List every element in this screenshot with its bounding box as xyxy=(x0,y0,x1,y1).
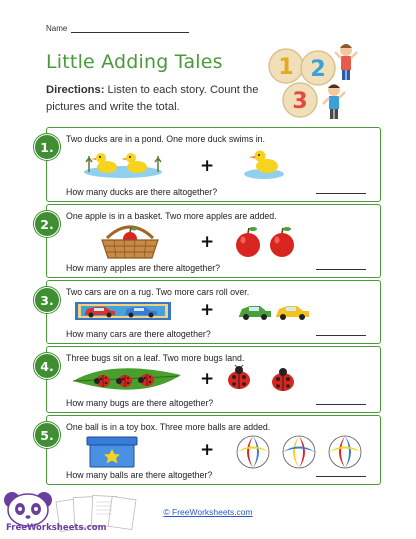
directions xyxy=(46,82,278,116)
page-title: Little Adding Tales xyxy=(46,51,223,73)
question-text: How many cars are there altogether? xyxy=(66,329,211,339)
answer-blank[interactable] xyxy=(316,269,366,270)
story-text: Two cars are on a rug. Two more cars roll over. xyxy=(66,287,250,297)
beach-ball-icon xyxy=(329,436,361,468)
problem-number: 3. xyxy=(34,287,60,313)
problem-3 xyxy=(40,280,381,344)
ladybug-icon xyxy=(228,365,250,389)
name-label: Name xyxy=(46,24,68,33)
ladybug-icon xyxy=(272,368,294,391)
apple-icon xyxy=(270,227,294,257)
plus-sign: + xyxy=(200,369,215,389)
two-cars-on-rug-image xyxy=(73,298,173,322)
three-bugs-on-leaf-image xyxy=(71,365,183,397)
plus-sign: + xyxy=(200,440,215,460)
plus-sign: + xyxy=(200,300,215,320)
problem-number: 5. xyxy=(34,422,60,448)
question-text: How many ducks are there altogether? xyxy=(66,187,218,197)
brand-name: FreeWorksheets.com xyxy=(6,523,107,533)
answer-blank[interactable] xyxy=(316,404,366,405)
directions-text: Listen to each story. Count the pictures and write the total. xyxy=(46,84,259,113)
story-text: Three bugs sit on a leaf. Two more bugs land. xyxy=(66,353,245,363)
problem-number: 4. xyxy=(34,353,60,379)
apple-in-basket-image xyxy=(99,222,161,260)
apple-icon xyxy=(236,227,260,257)
name-field[interactable] xyxy=(71,25,189,33)
beach-ball-icon xyxy=(283,436,315,468)
directions-label: Directions: xyxy=(46,84,105,96)
name-row xyxy=(46,24,189,33)
numbers-kids-illustration xyxy=(266,38,372,124)
question-text: How many apples are there altogether? xyxy=(66,263,221,273)
story-text: One apple is in a basket. Two more apples are added. xyxy=(66,211,277,221)
problem-1 xyxy=(40,127,381,202)
problem-2 xyxy=(40,204,381,278)
svg-text:1: 1 xyxy=(278,55,294,80)
plus-sign: + xyxy=(200,156,215,176)
problem-number: 1. xyxy=(34,134,60,160)
two-more-cars-image xyxy=(237,300,311,322)
car-icon xyxy=(276,306,309,320)
answer-blank[interactable] xyxy=(316,335,366,336)
one-duck-image xyxy=(243,147,285,179)
beach-ball-icon xyxy=(237,436,269,468)
problem-4 xyxy=(40,346,381,413)
answer-blank[interactable] xyxy=(316,476,366,477)
two-ducks-in-pond-image xyxy=(83,148,163,178)
answer-blank[interactable] xyxy=(316,193,366,194)
ball-in-toy-box-image xyxy=(85,435,139,469)
copyright-link[interactable]: © FreeWorksheets.com xyxy=(163,507,253,517)
two-more-bugs-image xyxy=(223,365,307,395)
svg-text:2: 2 xyxy=(310,57,326,82)
story-text: One ball is in a toy box. Three more balls are added. xyxy=(66,422,271,432)
plus-sign: + xyxy=(200,232,215,252)
problem-5 xyxy=(40,415,381,485)
duck-icon xyxy=(249,151,278,174)
two-apples-image xyxy=(233,225,299,259)
story-text: Two ducks are in a pond. One more duck swims in. xyxy=(66,134,265,144)
question-text: How many balls are there altogether? xyxy=(66,470,213,480)
three-balls-image xyxy=(235,433,363,471)
car-icon xyxy=(239,306,271,320)
svg-text:3: 3 xyxy=(292,89,308,114)
question-text: How many bugs are there altogether? xyxy=(66,398,214,408)
problem-number: 2. xyxy=(34,211,60,237)
